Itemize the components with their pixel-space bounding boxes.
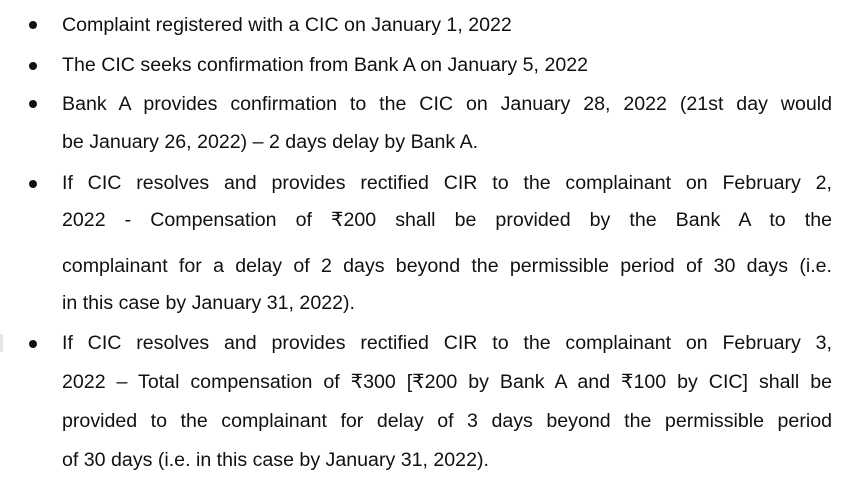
list-item-text: If CIC resolves and provides rectified CIR to the complainant on February 3,	[62, 332, 832, 354]
list-item-text: Complaint registered with a CIC on January 1, 2022	[62, 14, 512, 36]
list-item-text: If CIC resolves and provides rectified CIR to the complainant on February 2,	[62, 172, 832, 194]
list-item-text: provided to the complainant for delay of 3 days beyond the permissible period	[62, 410, 832, 432]
list-item-text: Bank A provides confirmation to the CIC on January 28, 2022 (21st day would	[62, 93, 832, 115]
list-item-text: 2022 - Compensation of ₹200 shall be provided by the Bank A to the	[62, 209, 832, 231]
list-item-text: complainant for a delay of 2 days beyond the permissible period of 30 days (i.e.	[62, 255, 832, 277]
list-item-text: be January 26, 2022) – 2 days delay by Bank A.	[62, 131, 479, 153]
list-item-text: The CIC seeks confirmation from Bank A on January 5, 2022	[62, 54, 589, 76]
bullet-icon	[29, 62, 37, 70]
list-item-text: of 30 days (i.e. in this case by January 31, 2022).	[62, 449, 489, 471]
bullet-icon	[29, 180, 37, 188]
bullet-icon	[29, 100, 37, 108]
bullet-icon	[29, 21, 37, 29]
margin-mark	[0, 334, 3, 352]
list-item-text: 2022 – Total compensation of ₹300 [₹200 by Bank A and ₹100 by CIC] shall be	[62, 371, 832, 393]
list-item-text: in this case by January 31, 2022).	[62, 292, 355, 314]
bullet-icon	[29, 340, 37, 348]
